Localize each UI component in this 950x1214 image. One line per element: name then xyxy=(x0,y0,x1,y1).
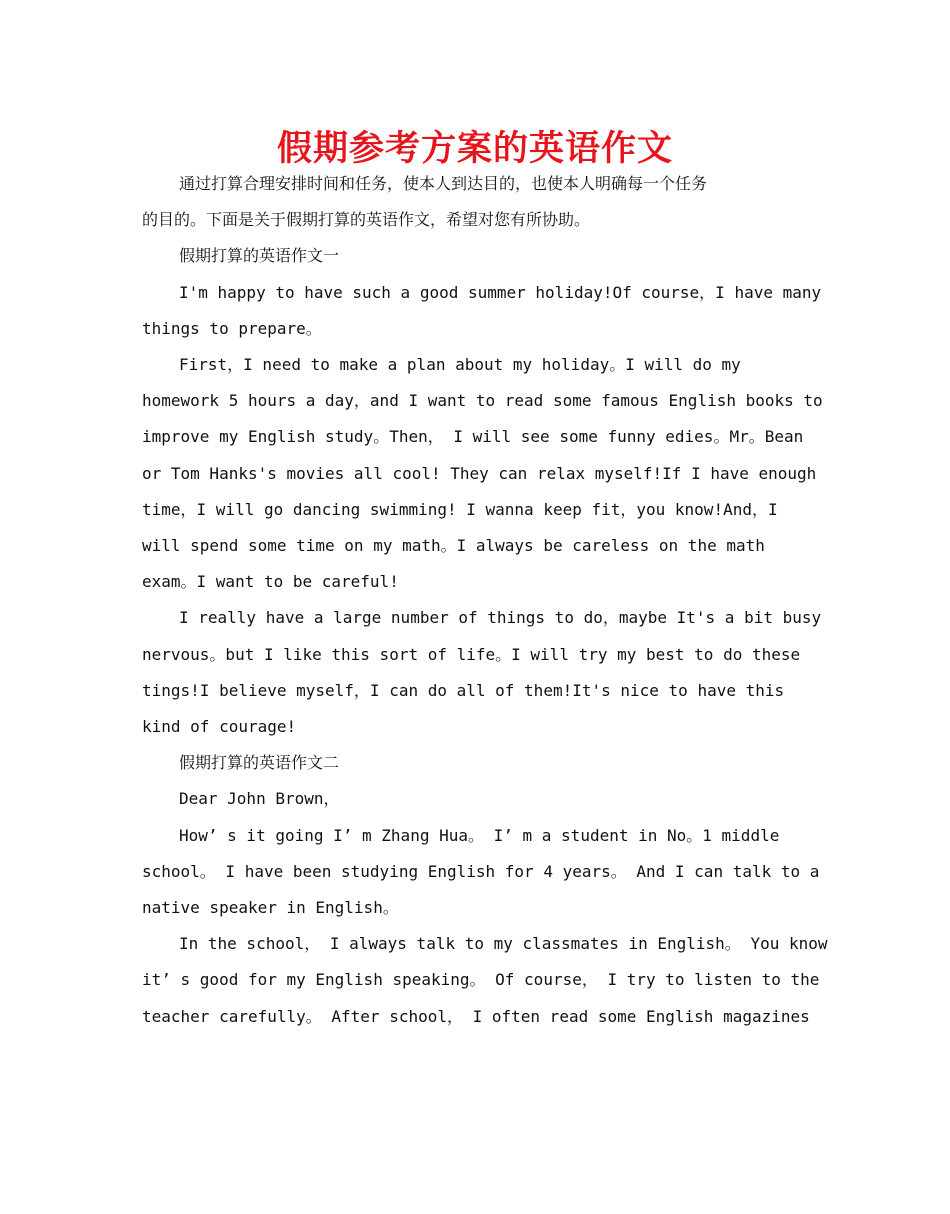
paragraph-line: First，I need to make a plan about my holiday。I will do my xyxy=(179,355,741,375)
paragraph xyxy=(142,818,820,927)
paragraph-line: Dear John Brown， xyxy=(179,789,340,809)
paragraph xyxy=(142,275,822,347)
paragraph-line: I really have a large number of things to do，maybe It's a bit busy xyxy=(179,608,822,628)
paragraph xyxy=(142,600,822,745)
paragraph-line: improve my English study。Then， I will see some funny edies。Mr。Bean xyxy=(142,427,804,447)
paragraph xyxy=(142,781,812,817)
paragraph-line: How’ s it going I’ m Zhang Hua。 I’ m a student in No。1 middle xyxy=(179,825,780,845)
paragraph-line: time，I will go dancing swimming! I wanna keep fit，you know!And，I xyxy=(142,499,778,519)
paragraph xyxy=(142,238,812,274)
paragraph-line: things to prepare。 xyxy=(142,318,322,338)
paragraph-line: homework 5 hours a day，and I want to read some famous English books to xyxy=(142,391,823,411)
paragraph xyxy=(142,347,823,600)
paragraph-line: 假期打算的英语作文二 xyxy=(179,753,340,773)
paragraph-line: In the school， I always talk to my classmates in English。 You know xyxy=(179,934,828,954)
paragraph-line: 通过打算合理安排时间和任务，使本人到达目的，也使本人明确每一个任务 xyxy=(179,174,708,193)
paragraph-line: it’ s good for my English speaking。 Of course， I try to listen to the xyxy=(142,970,820,990)
paragraph-line: school。 I have been studying English for 4 years。 And I can talk to a xyxy=(142,861,820,881)
paragraph-line: nervous。but I like this sort of life。I will try my best to do these xyxy=(142,644,801,664)
document-body xyxy=(142,166,828,1035)
paragraph-line: or Tom Hanks's movies all cool! They can relax myself!If I have enough xyxy=(142,463,817,483)
paragraph xyxy=(142,745,812,781)
paragraph-line: 假期打算的英语作文一 xyxy=(179,246,340,266)
paragraph-line: native speaker in English。 xyxy=(142,898,399,918)
document-title: 假期参考方案的英语作文 xyxy=(276,129,673,169)
paragraph-line: teacher carefully。 After school， I often read some English magazines xyxy=(142,1006,810,1026)
paragraph-line: kind of courage! xyxy=(142,717,297,737)
paragraph-line: exam。I want to be careful! xyxy=(142,572,399,592)
paragraph xyxy=(142,166,812,238)
paragraph-line: I'm happy to have such a good summer holiday!Of course，I have many xyxy=(179,282,822,302)
paragraph-line: tings!I believe myself，I can do all of them!It's nice to have this xyxy=(142,680,785,700)
paragraph-line: will spend some time on my math。I always be careless on the math xyxy=(142,536,765,556)
paragraph-line: 的目的。下面是关于假期打算的英语作文，希望对您有所协助。 xyxy=(142,210,591,230)
paragraph xyxy=(142,926,828,1035)
